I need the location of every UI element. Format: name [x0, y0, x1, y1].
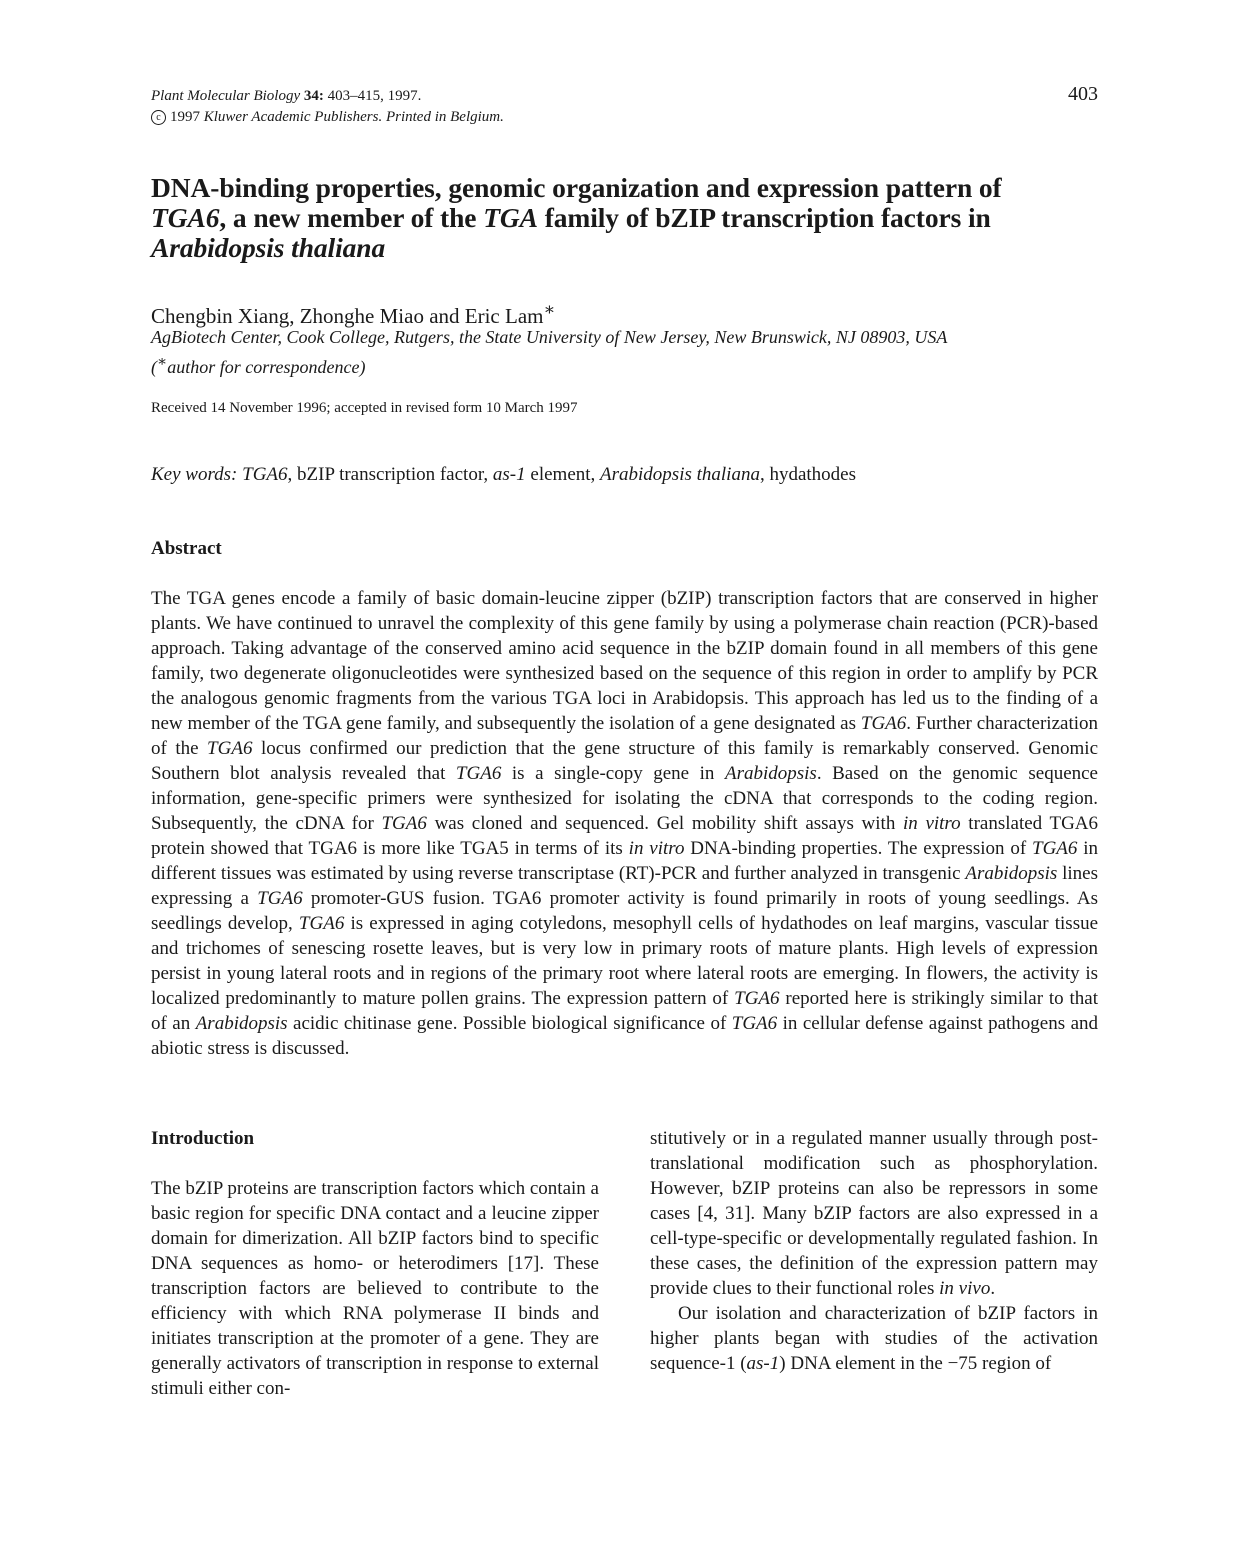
left-column — [151, 1126, 599, 1401]
introduction-paragraph: The bZIP proteins are transcription factors which contain a basic region for specific DNA contact and a leucine zipper domain for dimerization. All bZIP factors bind to specific DNA sequences as homo- or heterodimers [17]. These transcription factors are believed to contribute to the efficiency with which RNA polymerase II binds and initiates transcription at the promoter of a gene. They are generally activators of transcription in response to external stimuli either con- — [151, 1178, 599, 1399]
page-number: 403 — [1068, 83, 1098, 105]
title-part: DNA-binding properties, genomic organization and expression pattern of — [151, 172, 1002, 203]
affiliation — [151, 325, 1098, 380]
author-names: Chengbin Xiang, Zhonghe Miao and Eric Lam — [151, 304, 544, 328]
introduction-heading: Introduction — [151, 1128, 255, 1149]
publisher: Kluwer Academic Publishers. — [203, 109, 383, 125]
correspondence-note: (∗author for correspondence) — [151, 354, 366, 377]
introduction-paragraph: Our isolation and characterization of bZIP factors in higher plants began with studies of the activation sequence-1 (as-1) DNA element in the −75 region of — [650, 1303, 1098, 1374]
introduction-paragraph: stitutively or in a regulated manner usually through post-translational modification such as phosphorylation. However, bZIP proteins can also be repressors in some cases [4, 31]. Many bZIP factors are also expressed in a cell-type-specific or developmentally regulated fashion. In these cases, the definition of the expression pattern may provide clues to their functional roles in vivo. — [650, 1128, 1098, 1299]
title-family: TGA — [483, 202, 538, 233]
title-part: family of bZIP transcription factors in — [544, 202, 991, 233]
abstract-heading: Abstract — [151, 538, 222, 559]
title-species: Arabidopsis thaliana — [151, 232, 386, 263]
copyright-year: 1997 — [170, 109, 200, 125]
journal-citation — [151, 83, 1098, 107]
running-head — [151, 83, 1098, 128]
paper-title — [151, 173, 1098, 263]
copyright-line — [151, 107, 1098, 128]
affiliation-address: AgBiotech Center, Cook College, Rutgers, the State University of New Jersey, New Brunswick, NJ 08903, USA — [151, 327, 948, 347]
journal-name: Plant Molecular Biology — [151, 88, 301, 104]
title-gene: TGA6 — [151, 202, 220, 233]
right-column — [650, 1126, 1098, 1376]
printed-in: Printed in Belgium. — [385, 109, 504, 125]
keywords-label: Key words: — [151, 464, 238, 485]
abstract-body: The TGA genes encode a family of basic domain-leucine zipper (bZIP) transcription factors that are conserved in higher plants. We have continued to unravel the complexity of this gene family by using a polymerase chain reaction (PCR)-based approach. Taking advantage of the conserved amino acid sequence in the bZIP domain found in all members of this gene family, two degenerate oligonucleotides were synthesized based on the sequence of this region in order to amplify by PCR the analogous genomic fragments from the various TGA loci in Arabidopsis. This approach has led us to the finding of a new member of the TGA gene family, and subsequently the isolation of a gene designated as TGA6. Further characterization of the TGA6 locus confirmed our prediction that the gene structure of this family is remarkably conserved. Genomic Southern blot analysis revealed that TGA6 is a single-copy gene in Arabidopsis. Based on the genomic sequence information, gene-specific primers were synthesized for isolating the cDNA that corresponds to the coding region. Subsequently, the cDNA for TGA6 was cloned and sequenced. Gel mobility shift assays with in vitro translated TGA6 protein showed that TGA6 is more like TGA5 in terms of its in vitro DNA-binding properties. The expression of TGA6 in different tissues was estimated by using reverse transcriptase (RT)-PCR and further analyzed in transgenic Arabidopsis lines expressing a TGA6 promoter-GUS fusion. TGA6 promoter activity is found primarily in roots of young seedlings. As seedlings develop, TGA6 is expressed in aging cotyledons, mesophyll cells of hydathodes on leaf margins, vascular tissue and trichomes of senescing rosette leaves, but is very low in primary roots of mature plants. High levels of expression persist in young lateral roots and in regions of the primary root where lateral roots are emerging. In flowers, the activity is localized predominantly to mature pollen grains. The expression pattern of TGA6 reported here is strikingly similar to that of an Arabidopsis acidic chitinase gene. Possible biological significance of TGA6 in cellular defense against pathogens and abiotic stress is discussed. — [151, 588, 1099, 1059]
corresponding-mark: ∗ — [543, 299, 556, 319]
journal-volume: 34: — [303, 88, 324, 104]
copyright-icon: c — [151, 110, 166, 125]
keywords: Key words: TGA6, bZIP transcription factor, as-1 element, Arabidopsis thaliana, hydathodes — [151, 464, 857, 485]
journal-pages-year: 403–415, 1997. — [327, 88, 422, 104]
received-dates: Received 14 November 1996; accepted in revised form 10 March 1997 — [151, 400, 578, 416]
title-part: , a new member of the — [219, 202, 477, 233]
